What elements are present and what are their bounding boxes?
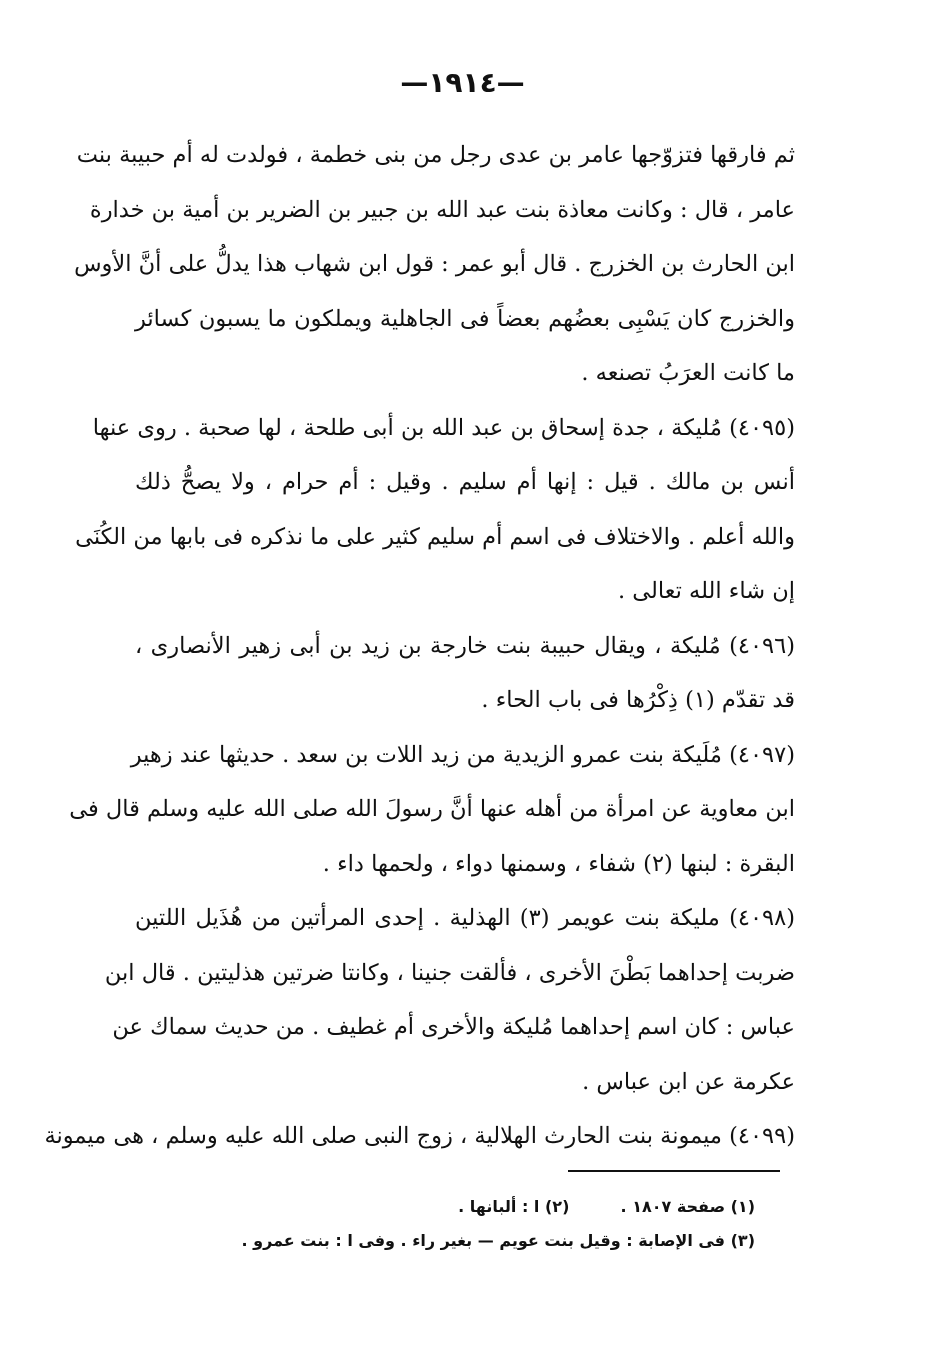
text-line: عامر ، قال : وكانت معاذة بنت عبد الله بن جبير بن الضرير بن أمية بن خدارة	[89, 196, 795, 223]
page-number: —١٩١٤—	[400, 66, 525, 99]
entry-heading-line: (٤٠٩٥) مُليكة ، جدة إسحاق بن عبد الله بن أبى طلحة ، لها صحبة . روى عنها	[92, 414, 795, 441]
footnote-2: (٢) ا : ألبانها .	[458, 1197, 570, 1216]
text-line: والله أعلم . والاختلاف فى اسم أم سليم كثير على ما نذكره فى بابها من الكُنَى	[75, 523, 795, 550]
text-line: ثم فارقها فتزوّجها عامر بن عدى رجل من بنى خطمة ، فولدت له أم حبيبة بنت	[76, 142, 795, 168]
text-line: عكرمة عن ابن عباس .	[582, 1068, 795, 1095]
text-line: قد تقدّم (١) ذِكْرُها فى باب الحاء .	[481, 687, 795, 713]
entry-heading-line: (٤٠٩٧) مُلَيكة بنت عمرو الزيدية من زيد اللات بن سعد . حديثها عند زهير	[130, 741, 795, 768]
footnote-3: (٣) فى الإصابة : وقيل بنت عويم — بغير راء . وفى ا : بنت عمرو .	[241, 1231, 755, 1250]
text-line: إن شاء الله تعالى .	[617, 578, 795, 604]
text-line: ما كانت العرَبُ تصنعه .	[581, 360, 795, 386]
footnotes	[155, 1190, 755, 1258]
entry-heading-line: (٤٠٩٦) مُليكة ، ويقال حبيبة بنت خارجة بن زيد بن أبى زهير الأنصارى ،	[135, 632, 795, 659]
text-line: عباس : كان اسم إحداهما مُليكة والأخرى أم غطيف . من حديث سماك عن	[112, 1014, 795, 1040]
entry-heading-line: (٤٠٩٨) مليكة بنت عويمر (٣) الهذلية . إحدى المرأتين من هُذَيل اللتين	[135, 905, 795, 931]
footnote-divider	[568, 1170, 780, 1172]
entry-heading-line: (٤٠٩٩) ميمونة بنت الحارث الهلالية ، زوج النبى صلى الله عليه وسلم ، هى ميمونة	[44, 1123, 795, 1149]
text-line: ضربت إحداهما بَطْنَ الأخرى ، فألقت جنينا ، وكانتا ضرتين هذليتين . قال ابن	[104, 959, 795, 986]
text-line: ابن الحارث بن الخزرج . قال أبو عمر : قول ابن شهاب هذا يدلُّ على أنَّ الأوس	[74, 251, 795, 277]
footnote-row	[155, 1224, 755, 1258]
footnote-1: (١) صفحة ١٨٠٧ .	[620, 1197, 755, 1216]
text-line: ابن معاوية عن امرأة من أهله عنها أنَّ رسولَ الله صلى الله عليه وسلم قال فى	[69, 796, 795, 822]
footnote-row	[155, 1190, 755, 1224]
body-text	[44, 128, 795, 1164]
text-line: البقرة : لبنها (٢) شفاء ، وسمنها دواء ، ولحمها داء .	[322, 850, 795, 877]
text-line: والخزرج كان يَسْبِى بعضُهم بعضاً فى الجاهلية ويملكون ما يسبون كسائر	[135, 305, 795, 332]
text-line: أنس بن مالك . قيل : إنها أم سليم . وقيل : أم حرام ، ولا يصحُّ ذلك	[135, 469, 795, 495]
